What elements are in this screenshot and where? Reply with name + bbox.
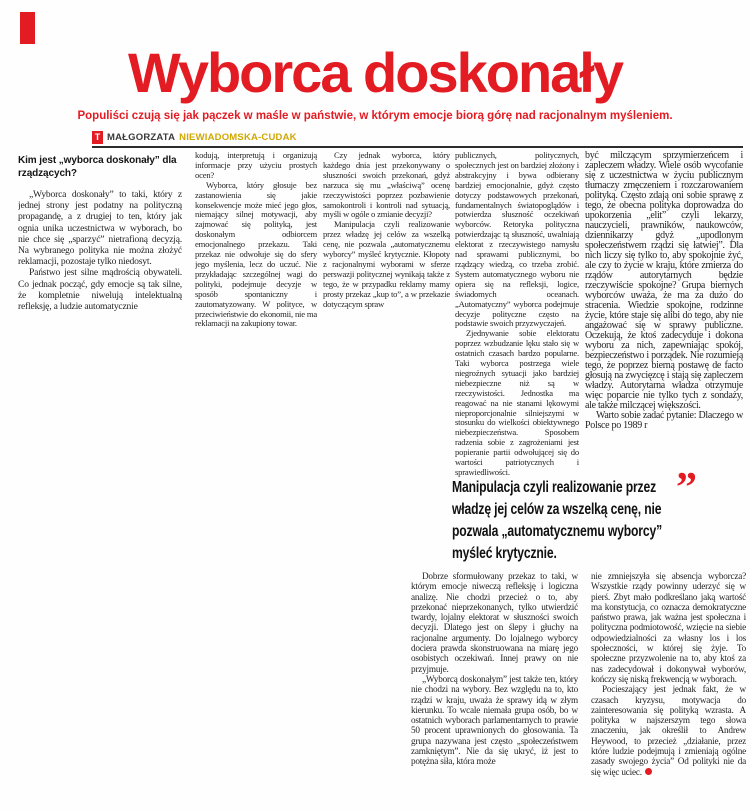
paragraph: Dobrze sformułowany przekaz to taki, w którym emocje niweczą refleksję i logiczna analizę. Nie chodzi przecież o to, aby przekonać nieprzekonanych, tylko utwierdzić twardy, lojalny elektorat w słuszności swoich decyzji. Dlatego jest on ślepy i głuchy na racjonalne argumenty. Do lojalnego wyborcy dociera prawda skonstruowana na miarę jego osobistych oczekiwań. Innej prawy on nie przyjmuje. bbox=[411, 571, 578, 674]
paragraph: „Wyborca doskonały” to taki, który z jednej strony jest podatny na polityczną propagandę, a z drugiej to ten, który jak ognia unika uczestnictwa w wyborach, bo nie chce się „sparzyć” nietrafioną decyzją. Na wybranego polityka nie można złożyć reklamacji, pozostaje tylko niedosyt. bbox=[18, 189, 182, 268]
paragraph-text: Pocieszający jest jednak fakt, że w czasach kryzysu, motywacja do zainteresowania się polityką wzrasta. A polityka w najszerszym tego słowa znaczeniu, jak określił to Andrew Heywood, to przecież „działanie, przez które ludzie podejmują i zmieniają ogólne zasady swojego życia” Od polityki nie da się więc uciec. bbox=[591, 684, 746, 777]
paragraph: publicznych, politycznych, społecznych jest on bardziej złożony i abstrakcyjny i bywa odbierany bardziej emocjonalnie, gdyż często dotyczy podstawowych przekonań, fundamentalnych światopoglądów i potwierdza słuszność oczekiwań wyborców. Retoryka polityczna potwierdzając tą słuszność, uwalniają elektorat z rzeczywistego namysłu nad sprawami publicznymi, bo rządzący wiedzą, co trzeba zrobić. System automatycznego wyboru nie opiera się na refleksji, logice, świadomych oceanach. „Automatyczny” wyborca podejmuje decyzje polityczne często na podstawie swoich przyzwyczajeń. bbox=[455, 151, 579, 329]
column-5 bbox=[585, 151, 743, 473]
article-lede: Populiści czują się jak pączek w maśle w państwie, w którym emocje biorą górę nad racjonalnym myśleniem. bbox=[77, 110, 673, 122]
paragraph: Manipulacja czyli realizowanie przez władzę jej celów za wszelką cenę, nie pozwala „automatycznemu wyborcy” myśleć krytycznie. Kłopoty z racjonalnymi wyborami w sferze perswazji politycznej wynikają także z tego, że w przypadku reklamy mamy prosty przekaz „kup to”, a w przekazie dotyczącym spraw bbox=[323, 219, 450, 309]
paragraph: nie zmniejszyła się absencja wyborcza? Wszystkie rządy powinny uderzyć się w pierś. Zbyt mało podkreślano jaką wartość ma konstytucja, co oznacza demokratyczne państwo prawa, jak ważna jest społeczna i polityczna podmiotowość, wzięcie na siebie odpowiedzialności za własny los i los społeczności, w której się żyje. To społeczne przyzwolenie na to, aby ktoś za nas zadecydował i dokonywał wyborów, kończy się niską frekwencją w wyborach. bbox=[591, 571, 746, 684]
section-heading: Kim jest „wyborca doskonały” dla rządzących? bbox=[18, 155, 177, 179]
paragraph: kodują, interpretują i organizują informacje przy użyciu prostych ocen? bbox=[195, 151, 317, 180]
pull-quote bbox=[452, 465, 746, 573]
bottom-column-right bbox=[591, 571, 746, 811]
column-2 bbox=[195, 151, 317, 341]
paragraph: Zjednywanie sobie elektoratu poprzez wzbudzanie lęku stało się w ostatnich czasach bardzo popularne. Taki wyborca postrzega wiele niegroźnych sytuacji jako bardziej niebezpieczne niż są w rzeczywistości. Jednostka ma reagować na nie stanami lękowymi nieproporcjonalnie silniejszymi w stosunku do wielkości obiektywnego niebezpieczeństwa. Sposobem radzenia sobie z zagrożeniami jest popieranie partii odwołującej się do wartości patriotycznych i sprawiedliwości. bbox=[455, 328, 579, 477]
column-1 bbox=[18, 155, 182, 341]
paragraph: być milczącym sprzymierzeńcem i zapleczem władzy. Wiele osób wycofanie się z uczestnictwa w życiu publicznym tłumaczy zmęczeniem i rozczarowaniem polityką. Często zdają oni sobie sprawę z tego, że obecna polityka doprowadza do upokorzenia „elit” czyli lekarzy, nauczycieli, prawników, naukowców, dziennikarzy gdyż „upodlonym społeczeństwem rządzi się łatwiej”. Dla nich liczy się tylko to, aby spokojnie żyć, ale czy to życie w kraju, które zmierza do rządów autorytarnych będzie rzeczywiście spokojne? Grupa biernych wyborców uważa, że ma za dużo do stracenia. Wiedzie spokojne, rodzinne życie, które staje się alibi do tego, aby nie angażować się w sprawy publiczne. Oczekują, że ktoś zadecyduje i dokona wyboru za nich, zapewniając spokój, bezpieczeństwo i porządek. Nie rozumieją tego, że poprzez bierną postawę de facto głosują na zwycięzcę i stają się zapleczem władzy. Autorytarna władza otrzymuje więc poparcie nie tylko tych z sondaży, ale także milczącej większości. bbox=[585, 151, 743, 411]
quote-icon: ” bbox=[676, 465, 697, 511]
paragraph: Czy jednak wyborca, który każdego dnia jest przekonywany o słuszności swoich przekonań, gdyż narzuca się mu „właściwą” ocenę rzeczywistości poprzez pozbawienie samokontroli i kontroli nad sytuacją, myśli w ogóle o zmianie decyzji? bbox=[323, 151, 450, 220]
paragraph: Państwo jest silne mądrością obywateli. Co jednak począć, gdy emocje są tak silne, że kompletnie niwelują intelektualną refleksję, a ludzie automatycznie bbox=[18, 267, 182, 313]
paragraph: „Wyborcą doskonałym” jest także ten, który nie chodzi na wybory. Bez względu na to, kto rządzi w kraju, uważa że sprawy idą w złym kierunku. To wcale niemała grupa osób, bo w ostatnich wyborach parlamentarnych to prawie 50 procent uprawnionych do głosowania. Ta grupa nazywana jest często „społeczeństwem zamkniętym”. Nie da się ukryć, iż jest to potężna siła, która może bbox=[411, 673, 578, 767]
author-byline bbox=[92, 131, 297, 144]
bottom-column-left bbox=[411, 571, 578, 811]
paragraph: Warto sobie zadać pytanie: Dlaczego w Polsce po 1989 r bbox=[585, 410, 743, 431]
byline-rule bbox=[92, 146, 743, 148]
column-3 bbox=[323, 151, 450, 337]
author-first-name: MAŁGORZATA bbox=[107, 132, 176, 143]
paragraph bbox=[591, 684, 746, 777]
author-last-name: NIEWIADOMSKA-CUDAK bbox=[179, 132, 297, 143]
paragraph: Wyborca, który głosuje bez zastanowienia się jakie konsekwencje może mieć jego głos, niemający silnej motywacji, aby zajmować się polityką, jest doskonałym odbiorcem emocjonalnego przekazu. Taki przekaz nie odwołuje się do sfery jego myślenia, lecz do uczuć. Nie przykładając szczególnej wagi do polityki, podejmuje decyzje w sposób spontaniczny i zautomatyzowany. W polityce, w przeciwieństwie do ekonomii, nie ma reklamacji na zakupiony towar. bbox=[195, 179, 317, 329]
publisher-logo-icon: T bbox=[92, 131, 103, 144]
article-end-dot bbox=[645, 768, 652, 775]
pull-quote-text: Manipulacja czyli realizowanie przez władzę jej celów za wszelką cenę, nie pozwala „automatycznemu wyborcy” myśleć krytycznie. bbox=[452, 479, 663, 562]
column-4 bbox=[455, 151, 579, 477]
page-title: Wyborca doskonały bbox=[127, 41, 622, 104]
